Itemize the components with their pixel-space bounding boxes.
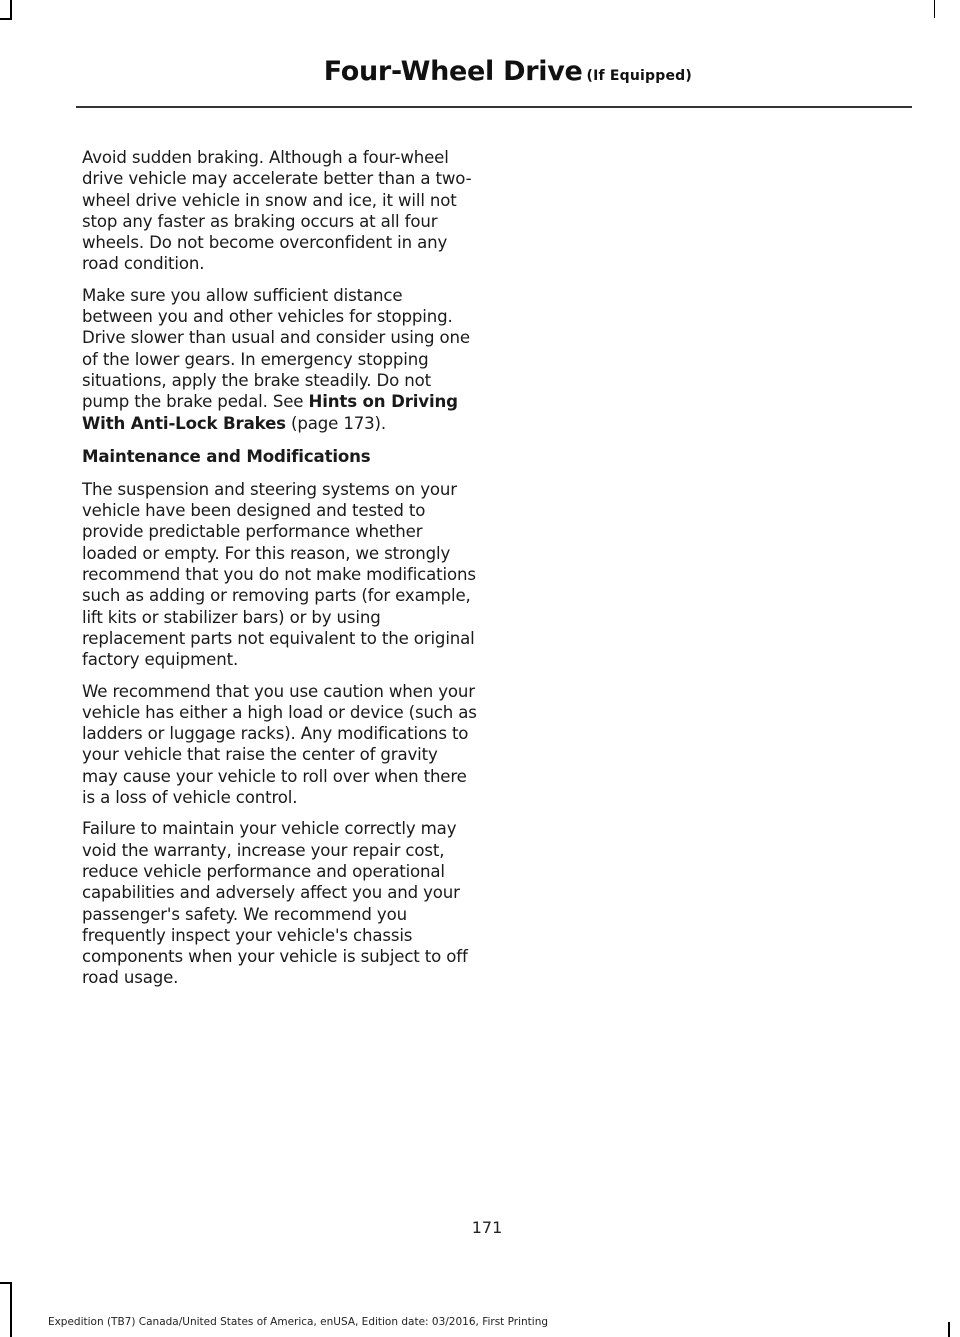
crop-mark-top-left-h: [0, 18, 12, 20]
header-title-text: Four-Wheel Drive: [323, 56, 583, 87]
crop-mark-top-right: [934, 0, 935, 18]
paragraph-stopping-distance: [82, 285, 478, 434]
paragraph-suspension: The suspension and steering systems on your vehicle have been designed and tested to provide predictable performance whether loaded or empty. For this reason, we strongly recommend that you do not make modifications such as adding or removing parts (for example, lift kits or stabilizer bars) or by using replacement parts not equivalent to the original factory equipment.: [82, 479, 476, 670]
cross-reference-link[interactable]: Hints on Driving With Anti-Lock Brakes: [82, 392, 458, 433]
section-heading: Maintenance and Modifications: [82, 446, 371, 466]
crop-mark-bottom-left: [10, 1282, 12, 1337]
crop-mark-bottom-left-h: [0, 1282, 12, 1284]
footer-edition-info: Expedition (TB7) Canada/United States of America, enUSA, Edition date: 03/2016, First Printing: [47, 1316, 549, 1328]
crop-mark-top-left: [10, 0, 12, 18]
cross-reference-page: (page 173).: [285, 413, 386, 433]
page-header-title: [324, 56, 692, 87]
body-column: [82, 147, 478, 999]
paragraph-maintenance: Failure to maintain your vehicle correctly may void the warranty, increase your repair cost, reduce vehicle performance and operational capabilities and adversely affect you and your passenger's safety. We recommend you frequently inspect your vehicle's chassis components when your vehicle is subject to off road usage.: [82, 819, 468, 988]
paragraph-caution-load: We recommend that you use caution when your vehicle has either a high load or device (such as ladders or luggage racks). Any modifications to your vehicle that raise the center of gravity may cause your vehicle to roll over when there is a loss of vehicle control.: [82, 681, 477, 808]
header-divider: [76, 106, 912, 108]
crop-mark-bottom-right: [948, 1322, 950, 1337]
paragraph-braking: Avoid sudden braking. Although a four-wheel drive vehicle may accelerate better than a two-wheel drive vehicle in snow and ice, it will not stop any faster as braking occurs at all four wheels. Do not become overconfident in any road condition.: [82, 148, 472, 274]
paragraph-stopping-distance-text: Make sure you allow sufficient distance between you and other vehicles for stopping. Drive slower than usual and consider using one of the lower gears. In emergency stopping situations, apply the brake steadily. Do not pump the brake pedal. See: [82, 285, 470, 412]
page-number: 171: [471, 1218, 503, 1237]
header-subtitle: (If Equipped): [586, 68, 692, 84]
